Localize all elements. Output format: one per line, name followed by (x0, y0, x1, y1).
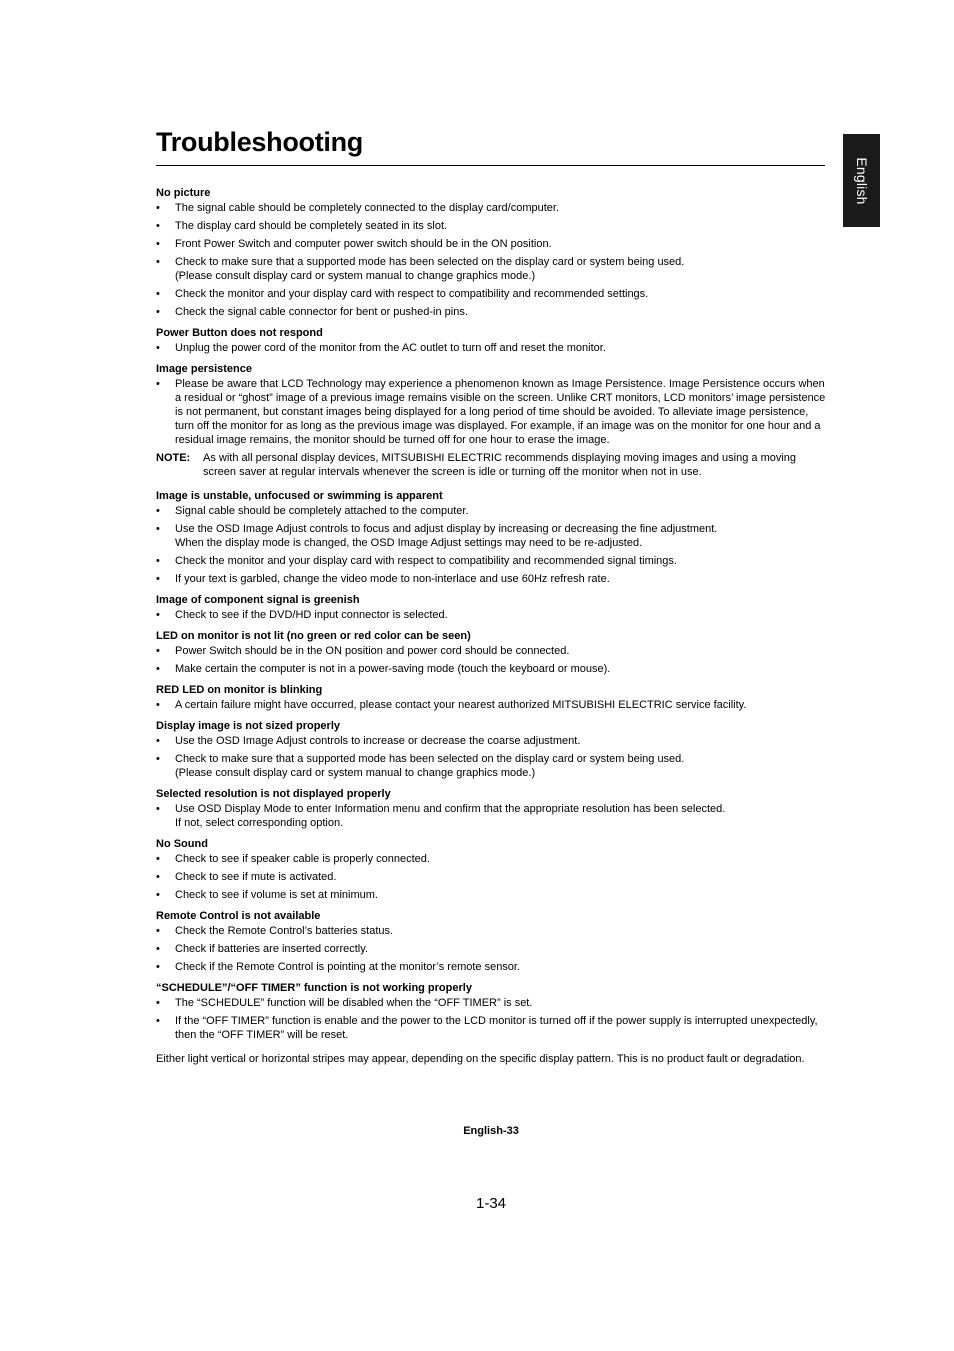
list-item (156, 522, 826, 550)
list-item (156, 255, 826, 283)
list-item-text: The signal cable should be completely connected to the display card/computer. (175, 202, 560, 214)
bullet-icon: • (156, 997, 160, 1009)
closing-paragraph: Either light vertical or horizontal stripes may appear, depending on the specific display pattern. This is no product fault or degradation. (156, 1053, 805, 1065)
list-item-text: The “SCHEDULE” function will be disabled when the “OFF TIMER” is set. (175, 997, 533, 1009)
bullet-list (156, 802, 826, 830)
list-item-text: Use the OSD Image Adjust controls to increase or decrease the coarse adjustment. (175, 735, 581, 747)
list-item-text: Use the OSD Image Adjust controls to focus and adjust display by increasing or decreasing the fine adjustment. (175, 523, 718, 535)
list-item (156, 996, 826, 1010)
list-item (156, 924, 826, 938)
bullet-icon: • (156, 306, 160, 318)
list-item-text: Check to see if volume is set at minimum. (175, 889, 378, 901)
list-item-text: Check to see if speaker cable is properly connected. (175, 853, 430, 865)
bullet-list (156, 377, 826, 447)
list-item (156, 341, 826, 355)
bullet-icon: • (156, 889, 160, 901)
note-label: NOTE: (156, 452, 191, 464)
list-item (156, 734, 826, 748)
list-item-text: If your text is garbled, change the video mode to non-interlace and use 60Hz refresh rate. (175, 573, 610, 585)
bullet-list (156, 608, 826, 622)
bullet-icon: • (156, 505, 160, 517)
section-heading: LED on monitor is not lit (no green or red color can be seen) (156, 630, 471, 642)
bullet-icon: • (156, 645, 160, 657)
section-heading: Remote Control is not available (156, 910, 321, 922)
list-item (156, 201, 826, 215)
troubleshooting-content (156, 186, 826, 1066)
list-item (156, 1014, 826, 1042)
bullet-icon: • (156, 853, 160, 865)
bullet-icon: • (156, 699, 160, 711)
list-item (156, 752, 826, 780)
section-heading: “SCHEDULE”/“OFF TIMER” function is not working properly (156, 982, 472, 994)
page-number: 1-34 (475, 1195, 507, 1212)
footer-page-label: English-33 (463, 1125, 519, 1137)
list-item-text: Check to see if the DVD/HD input connector is selected. (175, 609, 448, 621)
bullet-icon: • (156, 220, 160, 232)
list-item (156, 305, 826, 319)
list-item-text: (Please consult display card or system manual to change graphics mode.) (175, 270, 536, 282)
list-item-text: The display card should be completely seated in its slot. (175, 220, 448, 232)
bullet-icon: • (156, 925, 160, 937)
list-item-text: Power Switch should be in the ON position and power cord should be connected. (175, 645, 570, 657)
list-item (156, 698, 826, 712)
bullet-list (156, 924, 826, 974)
list-item (156, 888, 826, 902)
list-item (156, 504, 826, 518)
page-title: Troubleshooting (156, 127, 363, 157)
list-item-text: Check the Remote Control’s batteries status. (175, 925, 394, 937)
list-item-text: Unplug the power cord of the monitor from the AC outlet to turn off and reset the monitor. (175, 342, 606, 354)
list-item (156, 852, 826, 866)
list-item (156, 942, 826, 956)
bullet-icon: • (156, 523, 160, 535)
list-item-text: If not, select corresponding option. (175, 817, 344, 829)
section-heading: Image of component signal is greenish (156, 594, 360, 606)
note-block (156, 451, 826, 479)
bullet-icon: • (156, 288, 160, 300)
list-item-text: Check the signal cable connector for bent or pushed-in pins. (175, 306, 468, 318)
list-item-text: (Please consult display card or system manual to change graphics mode.) (175, 767, 536, 779)
bullet-list (156, 852, 826, 902)
section-heading: Selected resolution is not displayed properly (156, 788, 391, 800)
bullet-icon: • (156, 573, 160, 585)
bullet-list (156, 698, 826, 712)
bullet-list (156, 504, 826, 586)
section-heading: Image is unstable, unfocused or swimming is apparent (156, 490, 443, 502)
list-item (156, 960, 826, 974)
bullet-icon: • (156, 735, 160, 747)
bullet-icon: • (156, 342, 160, 354)
list-item (156, 870, 826, 884)
list-item-text: Signal cable should be completely attached to the computer. (175, 505, 469, 517)
bullet-icon: • (156, 202, 160, 214)
section-heading: RED LED on monitor is blinking (156, 684, 323, 696)
list-item (156, 287, 826, 301)
list-item-text: Check if the Remote Control is pointing at the monitor’s remote sensor. (175, 961, 521, 973)
list-item (156, 644, 826, 658)
bullet-icon: • (156, 871, 160, 883)
bullet-icon: • (156, 943, 160, 955)
bullet-icon: • (156, 256, 160, 268)
bullet-icon: • (156, 238, 160, 250)
bullet-icon: • (156, 961, 160, 973)
language-tab (843, 134, 880, 227)
section-heading: Image persistence (156, 363, 252, 375)
list-item (156, 554, 826, 568)
bullet-list (156, 341, 826, 355)
list-item-text: When the display mode is changed, the OSD Image Adjust settings may need to be re-adjusted. (175, 537, 643, 549)
list-item-text: Check to make sure that a supported mode has been selected on the display card or system being used. (175, 753, 685, 765)
list-item-text: If the “OFF TIMER” function is enable and the power to the LCD monitor is turned off if the power supply is interrupted unexpectedly, then the “OFF TIMER” will be reset. (175, 1015, 818, 1041)
list-item (156, 802, 826, 830)
note-text: As with all personal display devices, MITSUBISHI ELECTRIC recommends displaying moving images and using a moving screen saver at regular intervals whenever the screen is idle or turning off the monitor when not in use. (203, 452, 797, 478)
list-item-text: Check to make sure that a supported mode has been selected on the display card or system being used. (175, 256, 685, 268)
section-heading: Display image is not sized properly (156, 720, 340, 732)
bullet-list (156, 201, 826, 319)
list-item-text: A certain failure might have occurred, please contact your nearest authorized MITSUBISHI ELECTRIC service facility. (175, 699, 747, 711)
bullet-icon: • (156, 1015, 160, 1027)
list-item (156, 377, 826, 447)
list-item-text: Check the monitor and your display card with respect to compatibility and recommended signal timings. (175, 555, 677, 567)
list-item (156, 662, 826, 676)
list-item-text: Check to see if mute is activated. (175, 871, 337, 883)
language-tab-label: English (853, 156, 870, 205)
bullet-icon: • (156, 378, 160, 390)
list-item (156, 237, 826, 251)
list-item-text: Check if batteries are inserted correctly. (175, 943, 368, 955)
bullet-icon: • (156, 803, 160, 815)
bullet-icon: • (156, 753, 160, 765)
list-item (156, 608, 826, 622)
bullet-icon: • (156, 555, 160, 567)
section-heading: No picture (156, 187, 211, 199)
list-item-text: Check the monitor and your display card with respect to compatibility and recommended settings. (175, 288, 649, 300)
section-heading: No Sound (156, 838, 208, 850)
list-item (156, 572, 826, 586)
list-item (156, 219, 826, 233)
bullet-list (156, 644, 826, 676)
bullet-list (156, 734, 826, 780)
section-heading: Power Button does not respond (156, 327, 323, 339)
title-divider (156, 165, 825, 166)
bullet-icon: • (156, 609, 160, 621)
bullet-icon: • (156, 663, 160, 675)
bullet-list (156, 996, 826, 1042)
list-item-text: Please be aware that LCD Technology may experience a phenomenon known as Image Persistence. Image Persistence occurs when a residual or “ghost” image of a previous image remains visible on the screen. Unlike CRT monitors, LCD monitors’ image persistence is not permanent, but constant images being displayed for a long period of time should be avoided. To alleviate image persistence, turn off the monitor for as long as the previous image was displayed. For example, if an image was on the monitor for one hour and a residual image remains, the monitor should be turned off for one hour to erase the image. (175, 378, 826, 446)
list-item-text: Front Power Switch and computer power switch should be in the ON position. (175, 238, 552, 250)
list-item-text: Use OSD Display Mode to enter Information menu and confirm that the appropriate resolution has been selected. (175, 803, 726, 815)
list-item-text: Make certain the computer is not in a power-saving mode (touch the keyboard or mouse). (175, 663, 611, 675)
